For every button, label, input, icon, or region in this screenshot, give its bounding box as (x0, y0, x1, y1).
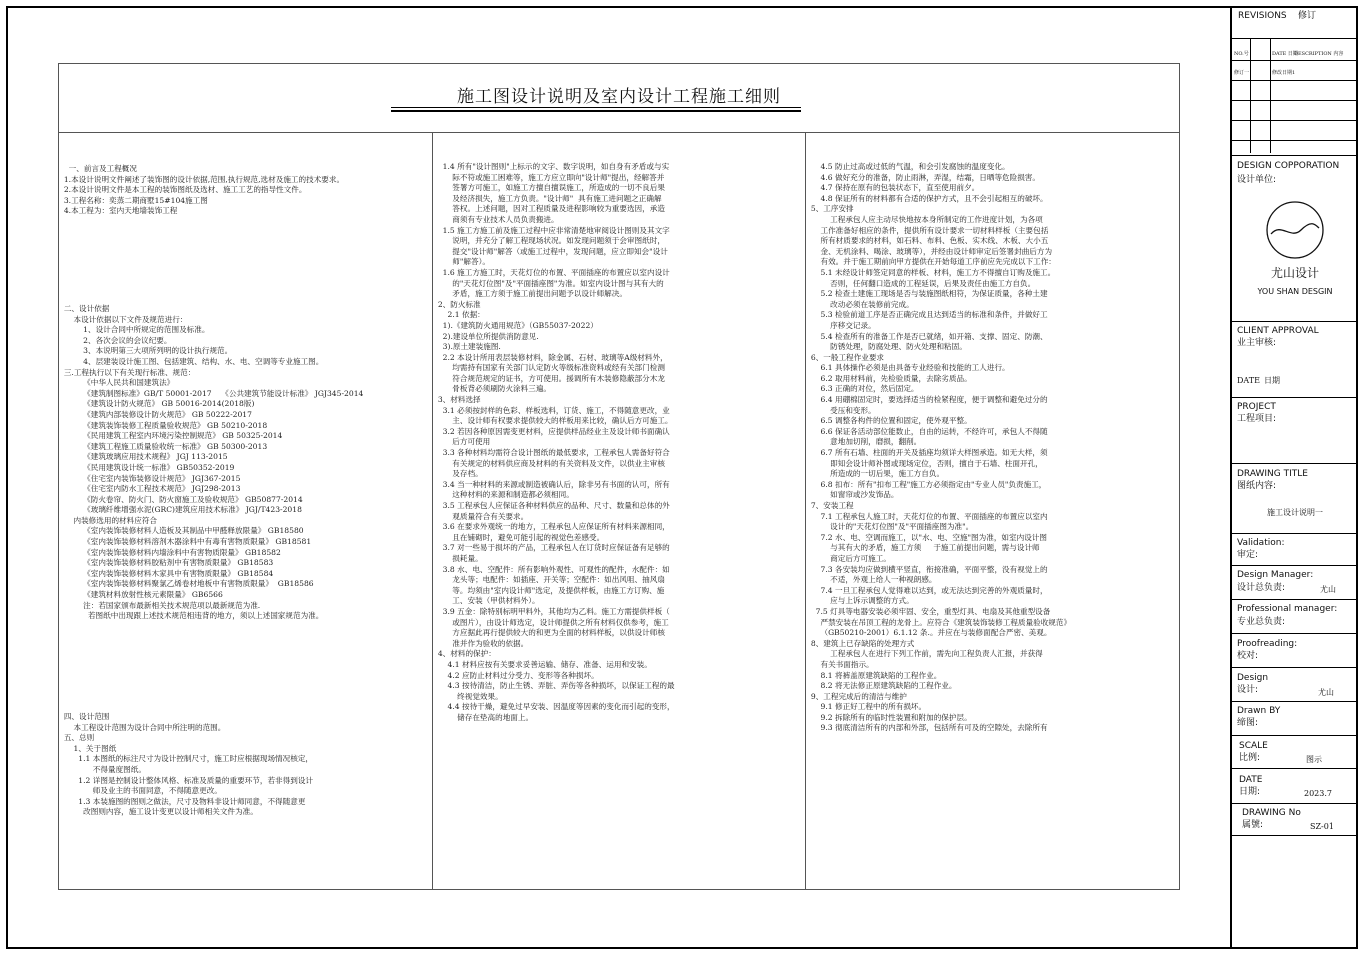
text-line: 《住宅室内防水工程技术规范》 JGJ298-2013 (59, 484, 241, 494)
document-title: 施工图设计说明及室内设计工程施工细则 (457, 87, 781, 107)
design-label: Design (1237, 673, 1269, 683)
text-line: 8.1 将裤盖原建筑缺陷的工程作业。 (806, 670, 942, 680)
rev-row-date: 修改日期1 (1272, 70, 1296, 76)
text-line: 4.4 按待干燥，避免过早安装、因温度等因素的变化而引起的变形， (433, 702, 675, 712)
text-line: 5.1 未经设计师签定同意的样板、材料，施工方不得擅自订购及施工。 (806, 267, 1056, 277)
client-date-cn: 日期 (1264, 376, 1280, 385)
text-line: 3.8 水、电、空配件：所有影响外观性、可观性的配件，水配件：如 (433, 564, 670, 574)
text-line: 6.5 调整各构件的位置和固定，使外观平整。 (806, 416, 972, 426)
text-line: 有效。并于施工期前向甲方提供在开始每道工序前应先完成以下工作： (806, 257, 1056, 267)
text-line: 及存档。 (433, 469, 483, 479)
logo-cn: 尤山设计 (1270, 266, 1319, 280)
text-line: 9.3 彻底清洁所有的内部和外部，包括所有可及的空隙处，去除所有 (806, 723, 1048, 733)
text-line: 1.1 本图纸的标注尺寸为设计控制尺寸，施工时应根据现场情况核定， (59, 754, 314, 764)
drawing-no-box (1232, 804, 1358, 836)
rev-header-desc: DESCRIPTION 内容 (1294, 51, 1344, 57)
revisions-cn: 修订 (1298, 11, 1317, 21)
text-line: 工作准备好相应的条件，提供所有设计要求一切材料样板（主要包括 (806, 225, 1049, 235)
drawing-title-label: DRAWING TITLE (1237, 469, 1308, 479)
text-line: 4.1 材料应按有关要求妥善运输、储存、准备、运用和安装。 (433, 659, 652, 669)
text-line: 2、防火标准 (433, 299, 481, 309)
text-line: 《建筑内部装修设计防火规范》 GB 50222-2017 (59, 409, 252, 419)
project-cn: 工程项目: (1237, 414, 1277, 424)
text-line: 《民用建筑工程室内环境污染控制规范》 GB 50325-2014 (59, 431, 283, 441)
text-line: 商须有专业技术人员负责搬进。 (433, 214, 559, 224)
revisions-table (1232, 38, 1358, 153)
text-line: 意地加切削，磨损，翻削。 (806, 437, 922, 447)
text-line: 《室内装饰装修材料人造板及其制品中甲醛释放限量》 GB18580 (59, 526, 304, 536)
project-label: PROJECT (1237, 402, 1276, 412)
date-box (1232, 769, 1358, 804)
text-line: 3.6 在要求外观统一的地方，工程承包人应保证所有材料来源相同， (433, 522, 670, 532)
text-line: 4.6 做好充分的准备，防止雨淋，弄湿，结霜，日晒等危险损害。 (806, 172, 1041, 182)
text-line: 二、设计依据 (59, 304, 110, 313)
validation-cn: 审定: (1237, 550, 1259, 560)
text-line: 准并作为验收的依据。 (433, 638, 529, 648)
text-line: 五、总则 (59, 733, 95, 743)
title-underline (391, 107, 801, 108)
text-line: 严禁安装在吊顶工程的龙骨上。应符合《建筑装饰装修工程质量验收规范》 (806, 617, 1072, 627)
pro-manager-cn: 专业总负责: (1237, 617, 1286, 627)
rev-header-no: NO.号 (1234, 51, 1249, 57)
text-line: 等。均须由"室内设计师"选定，及提供样板，由施工方订购、施 (433, 585, 665, 595)
text-line: 如窗帘或沙发饰品。 (806, 490, 899, 500)
text-line: 《建筑制图标准》GB/T 50001-2017 《公共建筑节能设计标准》 JGJ345-2014 (59, 388, 364, 398)
drawn-by-label: Drawn BY (1237, 706, 1281, 716)
text-line: 工程承包人在进行下列工作前，需先向工程负责人汇报，并获得 (806, 649, 1043, 659)
scale-value: 图示 (1306, 755, 1322, 764)
text-line: 四、设计范围 (59, 712, 110, 721)
text-line: 《玻璃纤维增强水泥(GRC)建筑应用技术标准》 JGJ/T423-2018 (59, 505, 302, 515)
text-line: 7.5 灯具等电器安装必须牢固、安全，重型灯具、电扇及其他重型设备 (806, 606, 1051, 616)
text-line: 终视觉效果。 (433, 691, 503, 701)
date2-cn: 日期: (1239, 787, 1261, 797)
text-line: 6.6 保证各活动部位能数止，自由的运转，不经许可，承包人不得随 (806, 426, 1048, 436)
text-line: 1.本设计说明文件阐述了装饰图的设计依据,范围,执行规范,选材及施工的技术要求。 (59, 174, 345, 184)
text-line: 且在铺砌时，避免可能引起的视觉色差感受。 (433, 532, 605, 542)
text-line: 所有材质要求的材料，如石料、布料、色板、实木线、木板、大小五 (806, 236, 1049, 246)
text-line: 1、设计合同中所规定的范围及标准。 (59, 325, 210, 335)
text-line: 《建筑工程施工质量验收统一标准》 GB 50300-2013 (59, 441, 268, 451)
text-line: 4.7 保持在原有的包装状态下，直至使用前夕。 (806, 183, 980, 193)
text-line: 1).《建筑防火通用规范》（GB55037-2022） (433, 320, 598, 330)
text-line: 不得量度图纸。 (59, 764, 146, 774)
text-line: 6.2 取用材料前，先检验质量，去除劣质品。 (806, 373, 972, 383)
text-line: 本工程设计范围为设计合同中所注明的范围。 (59, 722, 226, 732)
validation-box (1232, 534, 1358, 566)
text-line: 观质量符合有关要求。 (433, 511, 529, 521)
text-line: 5.3 检验前道工序是否正确完成且达到适当的标准和条件，并做好工 (806, 310, 1048, 320)
client-approval-label: CLIENT APPROVAL (1237, 326, 1319, 336)
validation-label: Validation: (1237, 538, 1285, 548)
text-line: 5.2 检查土建施工现场是否与装施图纸相符，为保证质量，各种土建 (806, 289, 1048, 299)
text-line: 3.3 各种材料均需符合设计图纸的最低要求，工程承包人需备好符合 (433, 448, 670, 458)
column-3 (806, 132, 1179, 889)
text-line: 4.5 防止过高或过低的气温，和会引发腐蚀的温度变化。 (806, 162, 1010, 171)
text-line: 符合规范规定的证书，方可使用。援调所有木装修隐蔽部分木龙 (433, 373, 665, 383)
text-line: 签署方可施工，如施工方擅自擅误施工，所造成的一切不良后果 (433, 183, 665, 193)
main-frame (58, 63, 1180, 890)
text-line: 《中华人民共和国建筑法》 (59, 378, 175, 388)
text-line: 防锈处理，防腐处理、防火处理和粘固。 (806, 342, 967, 352)
text-line: 注：若国家颁布最新相关技术规范项以最新规范为准. (59, 600, 261, 610)
design-value: 尤山 (1318, 688, 1334, 697)
text-line: 9.2 拆除所有的临时性装置和附加的保护层。 (806, 712, 972, 722)
text-line: 有关书面指示。 (806, 659, 874, 669)
design-manager-cn: 设计总负责: (1237, 583, 1286, 593)
logo-en: YOU SHAN DESGIN (1257, 287, 1333, 296)
title-block (1230, 6, 1358, 949)
text-line: 受压和变形。 (806, 405, 876, 415)
text-line: 后方可使用 (433, 437, 491, 447)
text-line: （GB50210-2001）6.1.12 条.。并应在与装修面配合严密、美观。 (806, 628, 1052, 638)
text-line: 4、层建装设计施工图、包括建筑、结构、水、电、空调等专业施工图。 (59, 356, 324, 366)
text-line: 4.本工程为：室内天地墙装饰工程 (59, 206, 178, 216)
text-line: 际不符或施工困难等，施工方应立即向"设计师"提出，经解答并 (433, 172, 665, 182)
text-line: 不适，外观上给人一种视朗感。 (806, 575, 937, 585)
text-line: 《室内装饰装修材料溶剂木器涂料中有毒有害物质限量》 GB18581 (59, 537, 312, 547)
text-line: 骨板背必须刷防火涂料三遍。 (433, 384, 552, 394)
design-manager-box (1232, 566, 1358, 600)
text-line: 《建筑装饰装修工程质量验收规范》 GB 50210-2018 (59, 420, 268, 430)
text-line: 及经济损失，施工方负责。"设计师" 具有施工进问题之正确解 (433, 193, 662, 203)
text-line: 1.5 施工方施工前及施工过程中应非常清楚地审阅设计图则及其文字 (433, 225, 670, 235)
drawing-title-box (1232, 464, 1358, 534)
text-line: 3.1 必须按封样的色彩、样板选料，订货、施工，不得随意更改，业 (433, 405, 670, 415)
company-logo-icon (1265, 200, 1325, 260)
text-line: 1.3 本装施图的图则之做法，尺寸及物料非设计师同意，不得随意更 (59, 796, 306, 806)
text-line: 1、关于图纸 (59, 743, 117, 753)
scale-label: SCALE (1239, 741, 1268, 751)
revisions-label: REVISIONS (1238, 11, 1287, 21)
text-line: 的"天花灯位图"及"平面插座图"为准。如室内设计图与其有大的 (433, 278, 664, 288)
proofreading-label: Proofreading: (1237, 639, 1298, 649)
date2-value: 2023.7 (1304, 789, 1332, 798)
text-line: 3.7 对一些易于损坏的产品，工程承包人在订货时应保证备有足够的 (433, 543, 670, 553)
text-line: 3).原土建装施图. (433, 342, 501, 352)
text-line: 8.2 将无法修正原建筑缺陷的工程作业。 (806, 681, 957, 691)
text-line: 4.8 保证所有的材料都有合适的保护方式，且不会引起相互的破坏。 (806, 193, 1048, 203)
text-line: 6.4 用硼棉固定时，要选择适当的检紧程度，便于调整和避免过分的 (806, 395, 1048, 405)
text-line: 商定后方可施工。 (806, 553, 891, 563)
text-line: 7.4 一旦工程承包人觉得难以达到，或无法达到完善的外观质量时， (806, 585, 1048, 595)
text-line: 《室内装饰装修材料聚氯乙烯卷材地板中有害物质限量》 GB18586 (59, 579, 314, 589)
drawn-by-box (1232, 702, 1358, 736)
text-line: 设计的"天花灯位图"及"平面插座图为准"。 (806, 522, 974, 532)
drawing-no-label: DRAWING No (1242, 808, 1301, 818)
text-line: 有关规定的材料供应商及材料的有关资料及文件，以供业主审核 (433, 458, 665, 468)
text-line: 《室内装饰装修材料胶粘剂中有害物质限量》 GB18583 (59, 558, 274, 568)
text-line: 《防火卷帘、防火门、防火窗施工及验收规范》 GB50877-2014 (59, 494, 303, 504)
revisions-box (1232, 6, 1358, 156)
design-manager-value: 尤山 (1320, 585, 1336, 594)
text-line: 9、工程完成后的清洁与维护 (806, 691, 907, 701)
drawing-title-cn: 图纸内容: (1237, 481, 1277, 491)
text-line: 若图纸中出现跟上述技术规范相违背的地方，须以上述国家规范为准。 (59, 611, 324, 621)
text-line: 7.1 工程承包人施工时，天花灯位的布置、平面插座的布置应以室内 (806, 511, 1048, 521)
text-block (59, 304, 432, 622)
design-manager-label: Design Manager: (1237, 570, 1314, 580)
pro-manager-label: Professional manager: (1237, 604, 1338, 614)
text-line: 1.6 施工方施工时，天花灯位的布置、平面插座的布置应以室内设计 (433, 267, 670, 277)
text-line: 3.工程名称：奕蒸二期商墅15#104施工图 (59, 195, 208, 205)
text-line: 或图片），由设计师选定，设计师提供之所有材料仅供参考，施工 (433, 617, 669, 627)
text-line: 与其有大的矛盾，施工方须 于施工前提出问题，需与设计师 (806, 543, 1040, 553)
proofreading-box (1232, 634, 1358, 668)
design-unit-label: 设计单位: (1237, 175, 1277, 185)
text-line: 6.8 扣布：所有"扣布工程"施工方必须指定由"专业人员"负责施工， (806, 479, 1047, 489)
title-underline-thick (391, 110, 801, 112)
text-line: 《室内装饰装修材料木家具中有害物质限量》 GB18584 (59, 568, 274, 578)
text-line: 《民用建筑设计统一标准》 GB50352-2019 (59, 462, 235, 472)
text-line: 《建筑设计防火规范》 GB 50016-2014(2018版) (59, 399, 255, 409)
text-line: 7、安装工程 (806, 501, 854, 510)
text-line: 应与上诉示调整的方式。 (806, 596, 914, 606)
text-line: 4.2 应防止材料过分受力、变形等各种损坏。 (433, 670, 599, 680)
text-line: 损耗量。 (433, 553, 483, 563)
text-block (806, 162, 1179, 734)
text-line: 金、无机涂料、喝涂、玻璃等），并经由设计师审定后签署封曲后方为 (806, 246, 1053, 256)
text-line: 均需持有国家有关部门认定防火等级标准资料或经有关部门检测 (433, 363, 665, 373)
text-line: 3.4 当一种材料的来源或制造被确认后，除非另有书面的认可，所有 (433, 479, 670, 489)
design-cn: 设计: (1237, 685, 1259, 695)
text-line: 一、前言及工程概况 (59, 164, 137, 173)
text-line: 5.4 检查所有的准备工作是否已就绪，如开箱、支撑、固定、防潮、 (806, 331, 1048, 341)
text-line: 2).建设单位所提供消防意见. (433, 331, 539, 341)
drawing-no-value: SZ-01 (1310, 822, 1334, 831)
proofreading-cn: 校对: (1237, 651, 1259, 661)
text-line: 储存在垫高的地面上。 (433, 712, 534, 722)
text-block (433, 162, 805, 723)
rev-header-date: DATE 日期 (1272, 51, 1298, 57)
text-line: 师及业主的书面同意，不得随意更改。 (59, 786, 222, 796)
text-line: 《室内装饰装修材料内墙涂料中有害物质限量》 GB18582 (59, 547, 281, 557)
project-box (1232, 398, 1358, 464)
text-line: 2、各次会议的会议纪要。 (59, 335, 172, 345)
professional-manager-box (1232, 600, 1358, 634)
drawn-by-cn: 缔图: (1237, 718, 1259, 728)
text-line: 2.1 依据： (433, 310, 485, 320)
text-line: 《建筑玻璃应用技术规程》 JGJ 113-2015 (59, 452, 228, 462)
text-line: 2.2 本设计所用表层装修材料，除金属、石材、玻璃等A级材料外， (433, 352, 668, 362)
text-line: 师"解答）。 (433, 257, 490, 267)
text-line: 主、设计师有权要求提供较大的样板用来比较，确认后方可施工。 (433, 416, 673, 426)
text-line: 3、材料选择 (433, 395, 481, 405)
text-line: 改图则内容，施工设计变更以设计师相关文件为准。 (59, 807, 258, 817)
text-line: 说明，并充分了解工程现场状况。如发现问题须于会审图纸时， (433, 236, 665, 246)
text-line: 8、建筑上已存缺陷的处理方式 (806, 638, 915, 648)
client-date-label: DATE (1237, 376, 1260, 385)
text-line: 7.3 各安装均应做到横平竖直，衔接准确，平面平整，没有视觉上的 (806, 564, 1048, 574)
column-1 (59, 132, 433, 889)
text-line: 三.工程执行以下有关现行标准、规范： (59, 367, 196, 377)
text-line: 3、本说明第三大项所列明的设计执行规范。 (59, 346, 233, 356)
text-line: 1.2 详图是控制设计整体风格、标准及质量的重要环节，若非得到设计 (59, 775, 314, 785)
text-line: 3.2 若因各种原因需变更材料，应提供样品经业主及设计师书面确认 (433, 426, 670, 436)
text-line: 4.3 按待清洁，防止生锈、弄脏、弄伤等各种损坏，以保证工程的最 (433, 681, 675, 691)
text-line: 3.9 五金：除特别标明甲料外，其他均为乙料。施工方需提供样板（ (433, 606, 670, 616)
text-line: 答权。上述问题，因对工程质量及进程影响较为重要选因，承造 (433, 204, 665, 214)
text-line: 方应据此再行提供较大的和更为全面的材料样板，以供设计师核 (433, 628, 665, 638)
text-line: 9.1 修正好工程中的所有损坏。 (806, 702, 927, 712)
drawing-no-cn: 属號: (1242, 820, 1264, 830)
text-line: 所造成的一切后果，施工方自负。 (806, 469, 945, 479)
client-approval-cn: 业主审核: (1237, 338, 1277, 348)
text-line: 6.3 正确的对位，然后固定。 (806, 384, 919, 394)
text-line: 龙头等；电配件：如插座、开关等；空配件：如出风咀、抽风扇 (433, 575, 665, 585)
text-line: 否则，任何翻口造成的工程延误，后果及责任由施工方自负。 (806, 278, 1036, 288)
text-line: 序移交记录。 (806, 320, 876, 330)
design-corporation-box (1232, 156, 1358, 322)
text-block (59, 712, 432, 818)
text-line: 这种材料的来源和制造都必须相同。 (433, 490, 574, 500)
scale-cn: 比例: (1239, 753, 1261, 763)
text-line: 提交"设计师"解答（或施工过程中，发现问题，应立即知会"设计 (433, 246, 668, 256)
text-line: 7.2 水、电、空调而施工，以"水、电、空施"图为准，如室内设计图 (806, 532, 1047, 542)
text-line: 6.1 具体操作必须是由具备专业经验和技能的工人进行。 (806, 363, 1010, 373)
text-line: 1.4 所有"设计图则"上标示的文字、数字说明，如自身有矛盾或与实 (433, 162, 670, 171)
text-line: 即知会设计师补图或现场定位，否则，擅自于石墙、柱面开孔， (806, 458, 1043, 468)
text-line: 6.7 所有石墙、柱面的开关及插座均须详大样图承造。如无大样，须 (806, 448, 1048, 458)
design-box (1232, 668, 1358, 702)
column-2 (433, 132, 806, 889)
text-line: 4、材料的保护： (433, 649, 496, 659)
scale-box (1232, 736, 1358, 769)
text-line: 《建筑材料放射性核元素限量》 GB6566 (59, 590, 223, 600)
text-line: 5、工序安排 (806, 204, 854, 214)
text-line: 6、一般工程作业要求 (806, 352, 885, 362)
text-line: 工、安装（甲供材料外）。 (433, 596, 540, 606)
text-line: 矛盾，施工方须于施工前提出问题予以设计师解决。 (433, 289, 627, 299)
text-line: 本设计依据以下文件及规范进行： (59, 314, 188, 324)
design-corp-label: DESIGN COPPORATION (1237, 161, 1340, 171)
text-line: 改动必须在装修前完成。 (806, 299, 914, 309)
text-line: 工程承包人应主动尽快地按本身所制定的工作进度计划，为各项 (806, 214, 1043, 224)
rev-row-no: 修订一 (1234, 70, 1250, 76)
text-block (59, 164, 432, 217)
text-line: 内装修选用的材料应符合 (59, 515, 158, 525)
client-approval-box (1232, 322, 1358, 398)
text-line: 《住宅室内装饰装修设计规范》 JGJ367-2015 (59, 473, 241, 483)
text-line: 2.本设计说明文件是本工程的装饰图纸及选材、施工工艺的指导性文件。 (59, 185, 307, 195)
date2-label: DATE (1239, 775, 1263, 785)
text-line: 3.5 工程承包人应保证各种材料供应的品种、尺寸、数量和总体的外 (433, 501, 670, 510)
drawing-title-value: 施工设计说明一 (1267, 508, 1323, 517)
